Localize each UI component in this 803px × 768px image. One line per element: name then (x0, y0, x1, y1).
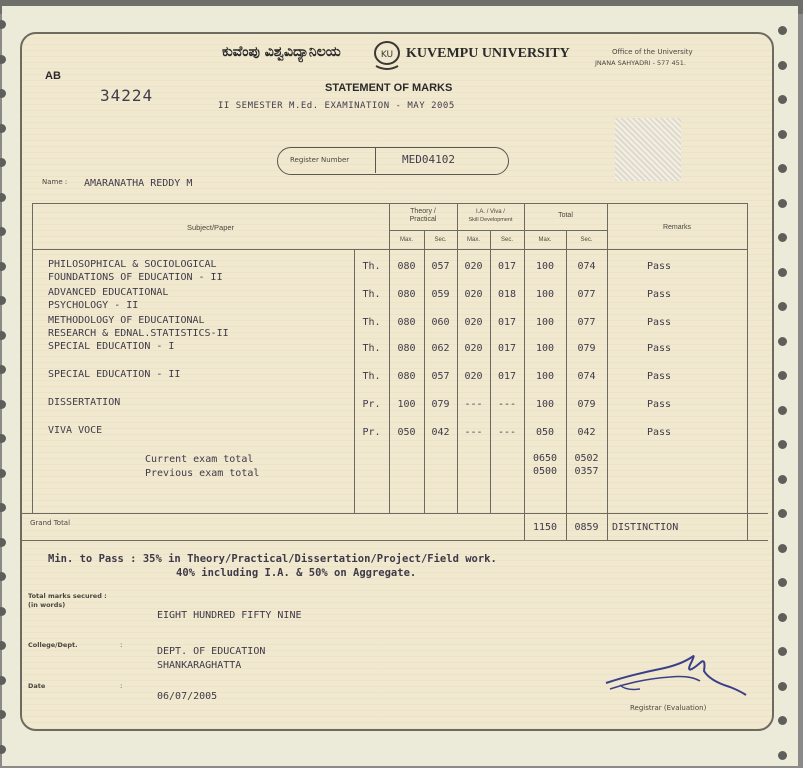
grand-total-top-rule (22, 513, 768, 514)
svg-text:KU: KU (380, 50, 394, 60)
theory-max-cell: 080 (397, 371, 416, 382)
sprocket-hole (778, 199, 787, 208)
register-separator (375, 148, 376, 173)
sprocket-hole (0, 331, 6, 340)
theory-max-cell: 080 (397, 261, 416, 272)
register-number: MED04102 (402, 153, 455, 166)
sprocket-hole (778, 613, 787, 622)
ia-sec-cell: 017 (497, 371, 517, 382)
remarks-cell: Pass (646, 343, 672, 354)
ia-max-cell: --- (464, 399, 483, 410)
sprocket-hole (778, 751, 787, 760)
total-sec-cell: 074 (577, 261, 596, 272)
sprocket-hole (778, 682, 787, 691)
theory-sec-cell: 079 (431, 399, 450, 410)
total-max-cell: 100 (535, 399, 555, 410)
grand-total-label: Grand Total (30, 519, 71, 527)
sprocket-hole (778, 544, 787, 553)
sprocket-hole (778, 268, 787, 277)
date-label: Date (28, 682, 46, 690)
theory-sec-cell: 057 (431, 261, 450, 272)
total-sec-cell: 079 (577, 343, 596, 354)
current-total-max: 0650 (532, 453, 558, 464)
total-max-cell: 100 (535, 371, 555, 382)
sprocket-hole (778, 130, 787, 139)
theory-sec-cell: 042 (431, 427, 450, 438)
theory-max-cell: 080 (397, 289, 416, 300)
header-theory-sec: Sec. (434, 237, 447, 243)
issue-date: 06/07/2005 (157, 691, 218, 702)
sprocket-hole (778, 337, 787, 346)
type-cell: Th. (362, 289, 381, 300)
sprocket-hole (0, 124, 6, 133)
theory-max-cell: 080 (397, 317, 416, 328)
previous-total-label: Previous exam total (145, 468, 260, 479)
sprocket-hole (0, 607, 6, 616)
current-total-sec: 0502 (574, 453, 599, 464)
words-label-2: (in words) (28, 601, 66, 609)
ia-max-cell: 020 (464, 317, 483, 328)
theory-sec-cell: 059 (431, 289, 450, 300)
college-line-2: SHANKARAGHATTA (157, 660, 242, 671)
type-cell: Th. (362, 261, 381, 272)
grand-total-result: DISTINCTION (612, 522, 679, 533)
ia-max-cell: 020 (464, 289, 483, 300)
header-ia-max: Max. (466, 237, 480, 243)
theory-sec-cell: 062 (431, 343, 450, 354)
header-ia-1: I.A. / Viva / (476, 209, 505, 215)
sprocket-hole (778, 302, 787, 311)
current-total-label: Current exam total (145, 454, 254, 465)
subject-cell: METHODOLOGY OF EDUCATIONAL RESEARCH & EDNAL.STATISTICS-II (48, 315, 229, 339)
ia-sec-cell: 017 (497, 343, 517, 354)
header-theory-max: Max. (399, 237, 413, 243)
sprocket-hole (0, 676, 6, 685)
grand-total-max: 1150 (532, 522, 558, 533)
sprocket-hole (778, 509, 787, 518)
sprocket-hole (778, 26, 787, 35)
hologram-sticker (615, 118, 681, 181)
university-name-kannada: ಕುವೆಂಪು ವಿಶ್ವವಿದ್ಯಾನಿಲಯ (222, 44, 341, 60)
office-line-2: JNANA SAHYADRI - 577 451. (595, 59, 686, 67)
header-theory-2: Practical (409, 216, 437, 223)
type-cell: Pr. (362, 399, 381, 410)
subject-cell: DISSERTATION (48, 397, 121, 408)
min-pass-line-2: 40% including I.A. & 50% on Aggregate. (176, 567, 417, 579)
type-cell: Th. (362, 371, 381, 382)
sprocket-hole (778, 371, 787, 380)
sprocket-hole (778, 716, 787, 725)
words-label-1: Total marks secured : (28, 592, 107, 600)
header-ia-2: Skill Development (468, 217, 513, 223)
sprocket-hole (0, 469, 6, 478)
total-max-cell: 100 (535, 317, 555, 328)
sprocket-hole (778, 578, 787, 587)
theory-sec-cell: 057 (431, 371, 450, 382)
sprocket-hole (778, 233, 787, 242)
university-name-english: KUVEMPU UNIVERSITY (406, 46, 570, 61)
document-title: STATEMENT OF MARKS (325, 82, 453, 94)
marks-in-words: EIGHT HUNDRED FIFTY NINE (157, 610, 302, 621)
sprocket-hole (0, 400, 6, 409)
remarks-cell: Pass (646, 399, 672, 410)
date-colon: : (120, 682, 123, 690)
college-line-1: DEPT. OF EDUCATION (157, 646, 266, 657)
office-line-1: Office of the University (612, 48, 693, 56)
theory-max-cell: 100 (397, 399, 416, 410)
subject-cell: ADVANCED EDUCATIONAL PSYCHOLOGY - II (48, 287, 169, 311)
sprocket-hole (778, 95, 787, 104)
header-total-sec: Sec. (580, 237, 593, 243)
col-rule-total-sec (566, 230, 567, 540)
college-colon: : (120, 641, 123, 649)
previous-total-max: 0500 (532, 466, 558, 477)
header-remarks: Remarks (662, 224, 691, 231)
header-total: Total (558, 212, 573, 219)
sprocket-hole (778, 475, 787, 484)
header-ia-sec: Sec. (500, 237, 513, 243)
type-cell: Th. (362, 343, 381, 354)
sprocket-hole (0, 193, 6, 202)
total-sec-cell: 074 (577, 371, 596, 382)
grand-total-sec: 0859 (574, 522, 599, 533)
remarks-cell: Pass (646, 427, 672, 438)
sprocket-hole (778, 61, 787, 70)
theory-sec-cell: 060 (431, 317, 450, 328)
exam-name: II SEMESTER M.Ed. EXAMINATION - MAY 2005 (218, 101, 455, 111)
ia-max-cell: 020 (464, 371, 483, 382)
college-label: College/Dept. (28, 641, 78, 649)
remarks-cell: Pass (646, 289, 672, 300)
ia-max-cell: 020 (464, 343, 483, 354)
sprocket-hole (778, 647, 787, 656)
theory-max-cell: 050 (397, 427, 416, 438)
min-pass-line-1: Min. to Pass : 35% in Theory/Practical/Dissertation/Project/Field work. (48, 553, 497, 565)
ia-sec-cell: 017 (497, 317, 517, 328)
subheader-rule (389, 230, 607, 231)
subject-cell: SPECIAL EDUCATION - I (48, 341, 175, 352)
type-cell: Th. (362, 317, 381, 328)
col-rule-theory (389, 203, 390, 513)
sprocket-hole (778, 440, 787, 449)
register-label: Register Number (290, 156, 350, 164)
previous-total-sec: 0357 (574, 466, 599, 477)
serial-number: 34224 (100, 86, 154, 105)
subject-cell: VIVA VOCE (48, 425, 103, 436)
registrar-signature-icon (600, 645, 750, 705)
total-max-cell: 100 (535, 289, 555, 300)
sprocket-hole (778, 164, 787, 173)
header-theory-1: Theory / (410, 208, 436, 215)
total-max-cell: 050 (535, 427, 555, 438)
ia-max-cell: 020 (464, 261, 483, 272)
ia-sec-cell: --- (497, 427, 517, 438)
total-max-cell: 100 (535, 261, 555, 272)
subject-cell: PHILOSOPHICAL & SOCIOLOGICAL FOUNDATIONS OF EDUCATION - II (48, 259, 223, 283)
name-label: Name : (42, 178, 68, 186)
total-sec-cell: 077 (577, 317, 596, 328)
ia-sec-cell: 017 (497, 261, 517, 272)
ia-max-cell: --- (464, 427, 483, 438)
ia-sec-cell: --- (497, 399, 517, 410)
remarks-cell: Pass (646, 371, 672, 382)
registrar-title: Registrar (Evaluation) (630, 704, 707, 712)
table-right-rule (747, 203, 748, 540)
sprocket-hole (0, 55, 6, 64)
type-cell: Pr. (362, 427, 381, 438)
ia-sec-cell: 018 (497, 289, 517, 300)
header-subject: Subject/Paper (186, 223, 235, 232)
sprocket-hole (778, 406, 787, 415)
total-max-cell: 100 (535, 343, 555, 354)
sprocket-hole (0, 262, 6, 271)
student-name: AMARANATHA REDDY M (84, 178, 193, 189)
header-total-max: Max. (538, 237, 552, 243)
subject-cell: SPECIAL EDUCATION - II (48, 369, 181, 380)
remarks-cell: Pass (646, 317, 672, 328)
sprocket-hole (0, 745, 6, 754)
total-sec-cell: 079 (577, 399, 596, 410)
total-sec-cell: 042 (577, 427, 596, 438)
col-rule-ia (457, 203, 458, 513)
sprocket-hole (0, 538, 6, 547)
university-emblem-icon (372, 40, 402, 72)
theory-max-cell: 080 (397, 343, 416, 354)
series-code: AB (45, 70, 61, 82)
total-sec-cell: 077 (577, 289, 596, 300)
table-left-rule (32, 203, 33, 513)
grand-total-bottom-rule (22, 540, 768, 541)
remarks-cell: Pass (646, 261, 672, 272)
